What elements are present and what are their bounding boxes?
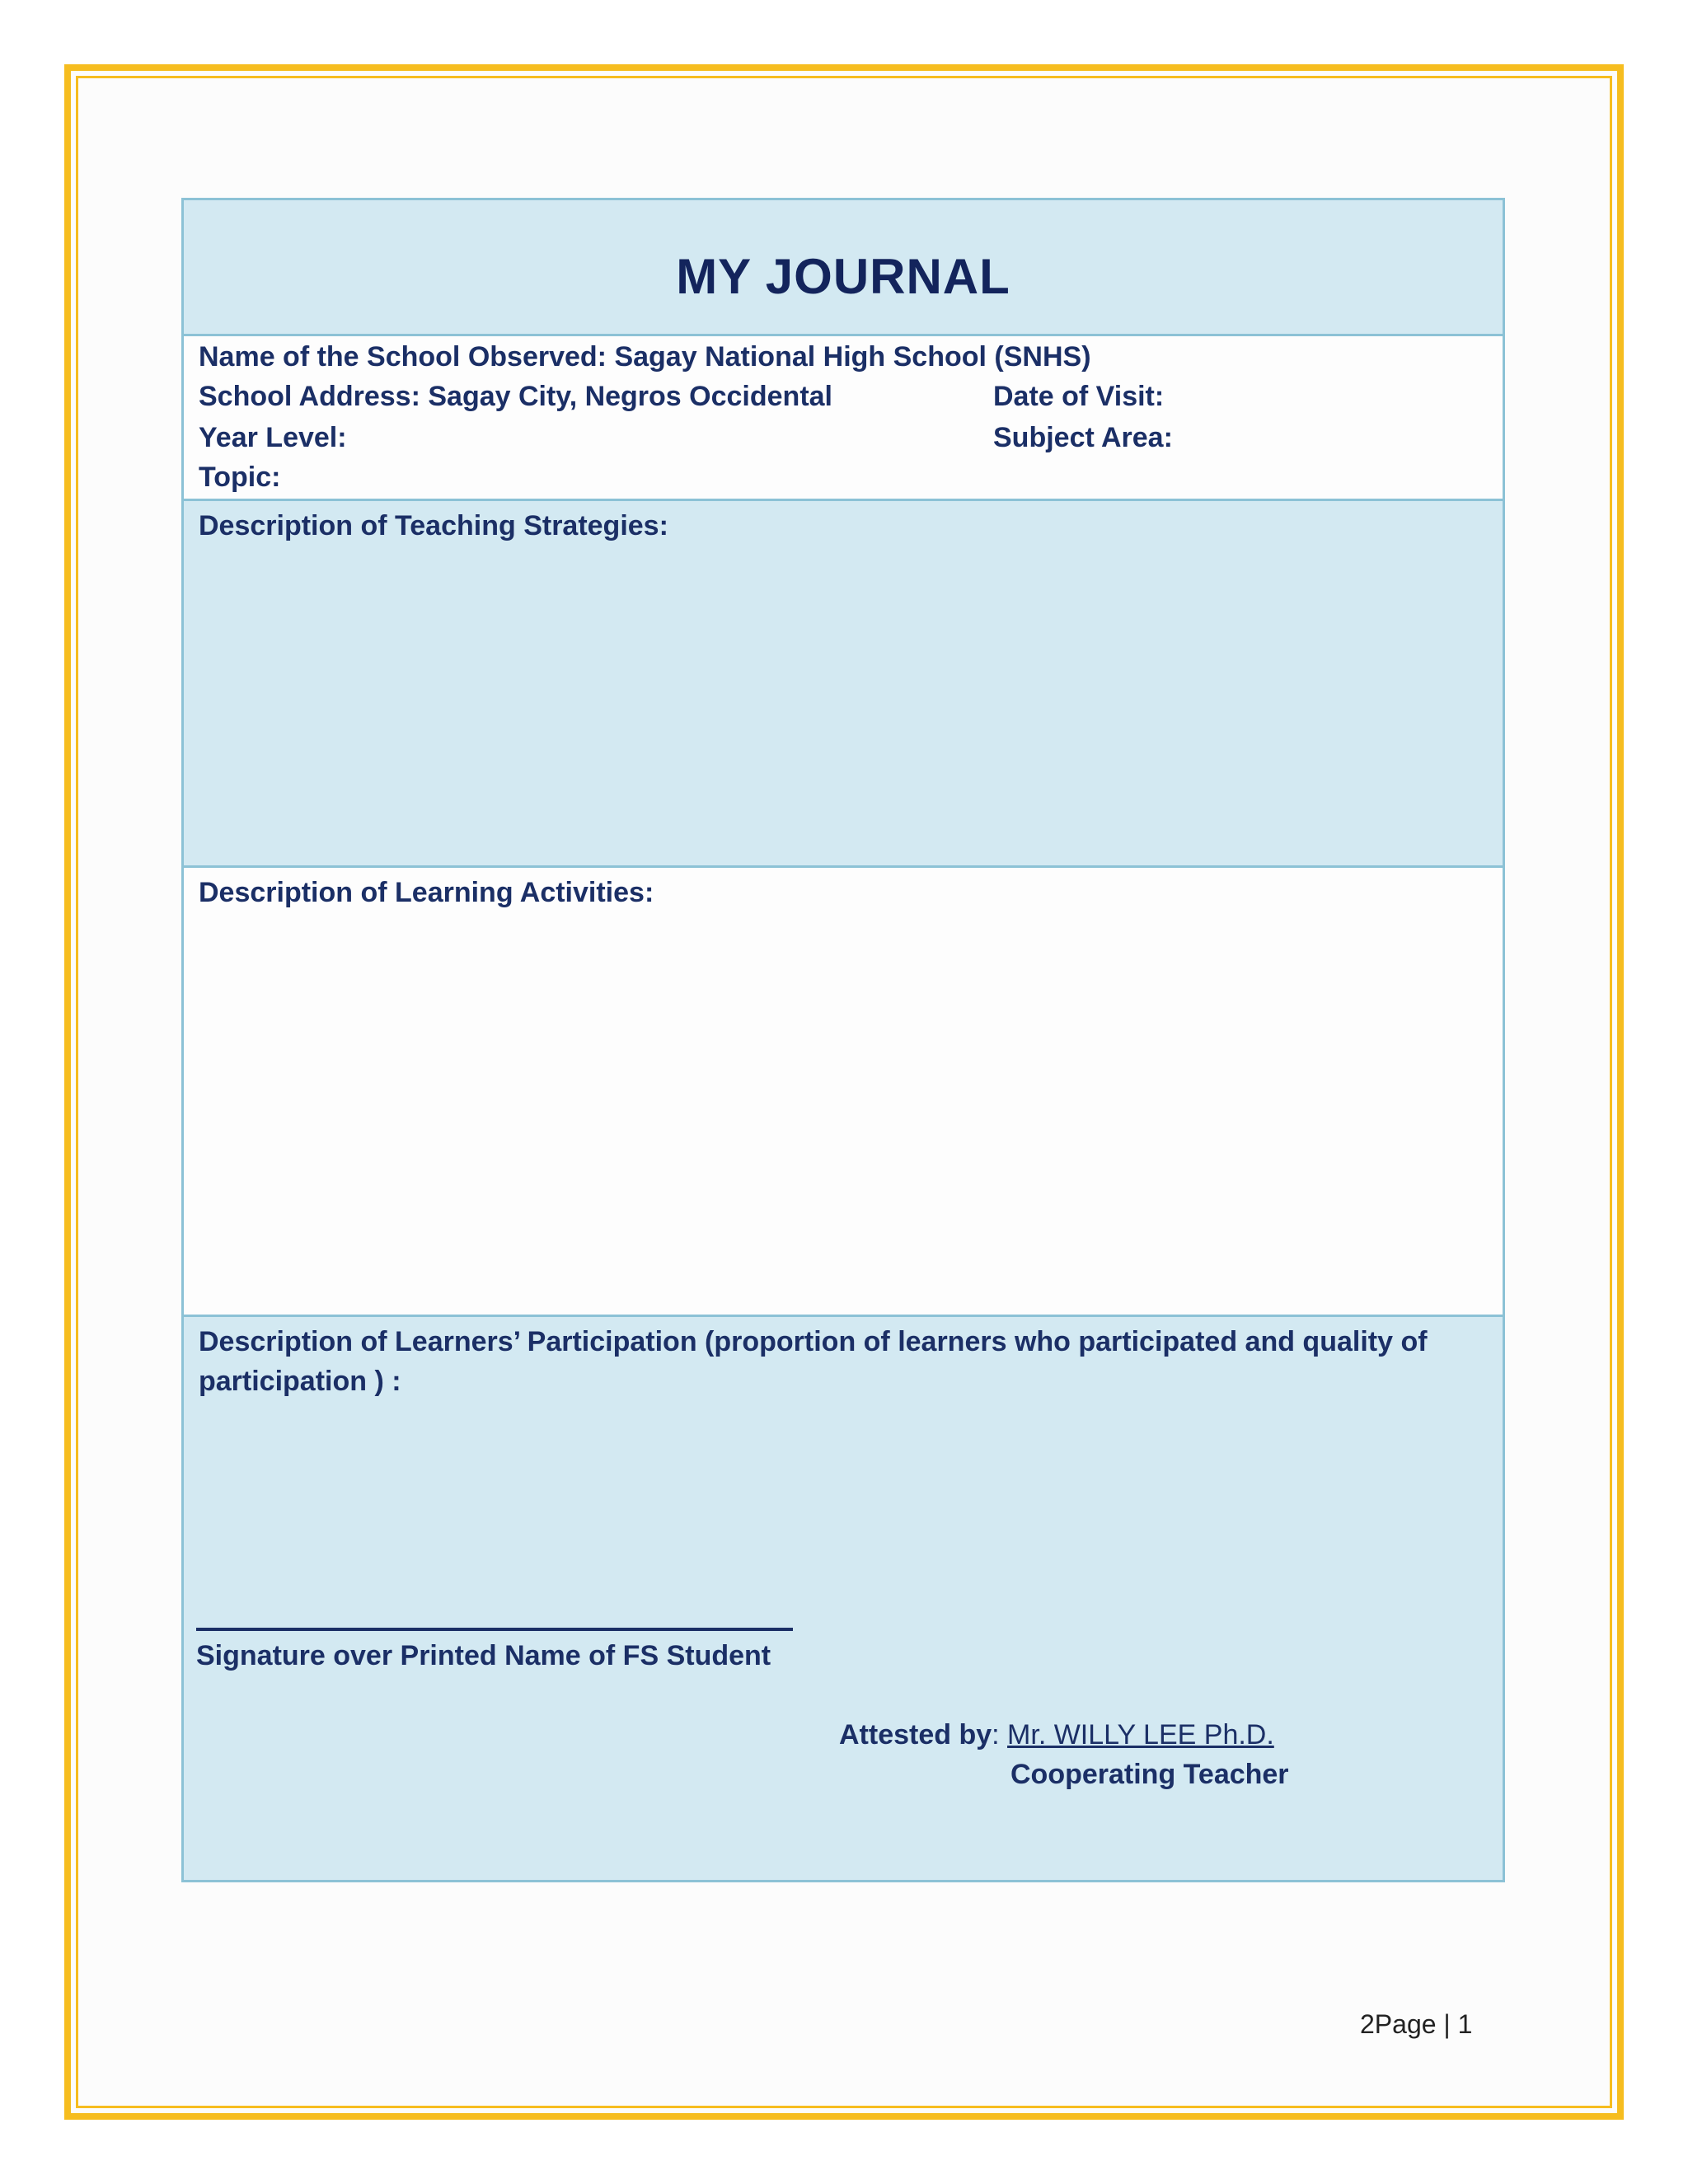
subject-area-label: Subject Area:	[993, 422, 1173, 453]
teaching-strategies-label: Description of Teaching Strategies:	[199, 510, 668, 541]
school-info-row	[184, 336, 1503, 501]
school-observed-label: Name of the School Observed:	[199, 341, 607, 373]
title-row	[184, 200, 1503, 336]
date-of-visit-label: Date of Visit:	[993, 381, 1165, 412]
page-number: 2Page | 1	[1360, 2009, 1473, 2039]
page-title: MY JOURNAL	[676, 249, 1010, 304]
signature-line	[196, 1628, 793, 1631]
topic-label: Topic:	[199, 462, 281, 493]
school-address-line	[199, 381, 832, 413]
year-level-label: Year Level:	[199, 422, 347, 453]
school-observed-value: Sagay National High School (SNHS)	[614, 341, 1091, 373]
learning-activities-label: Description of Learning Activities:	[199, 877, 654, 908]
learning-activities-row	[184, 868, 1503, 1317]
school-address-label: School Address:	[199, 381, 420, 412]
cooperating-teacher-role: Cooperating Teacher	[1010, 1759, 1289, 1790]
teaching-strategies-row	[184, 501, 1503, 868]
attested-by-line	[839, 1719, 1274, 1751]
attested-by-colon: :	[992, 1719, 1000, 1750]
school-address-value: Sagay City, Negros Occidental	[428, 381, 833, 412]
school-observed-line	[199, 341, 1091, 373]
attested-by-label: Attested by	[839, 1719, 992, 1750]
learners-participation-row	[184, 1317, 1503, 1880]
cooperating-teacher-name: Mr. WILLY LEE Ph.D.	[1007, 1719, 1274, 1750]
signature-caption: Signature over Printed Name of FS Student	[196, 1640, 771, 1671]
learners-participation-label: Description of Learners’ Participation (proportion of learners who participated and quality of participation ) :	[199, 1326, 1428, 1397]
